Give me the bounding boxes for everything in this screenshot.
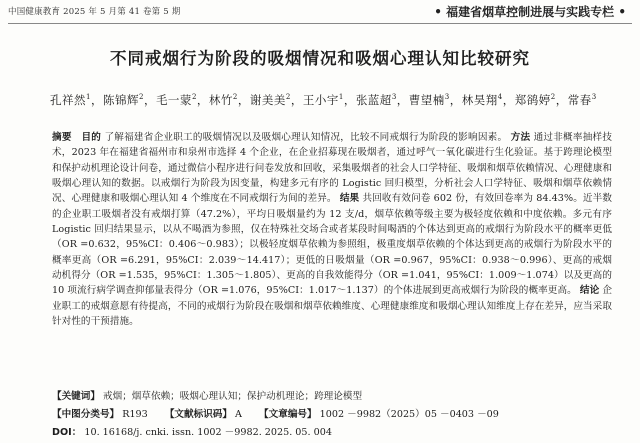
author-name: 毛一蒙 [155, 93, 192, 107]
header-divider [8, 23, 632, 24]
author-affiliation: 3 [591, 93, 597, 102]
keywords-label: 【关键词】 [52, 391, 100, 402]
paper-title: 不同戒烟行为阶段的吸烟情况和吸烟心理认知比较研究 [110, 49, 530, 68]
author: 毛一蒙$^2$， [155, 93, 209, 107]
author-name: 谢美美 [249, 93, 286, 107]
article-number-value: 1002 －9982（2025）05 －0403 －09 [319, 409, 499, 420]
author: 郑鹆婷$^2$， [514, 93, 568, 107]
conclusion-label: 结论 [579, 285, 600, 297]
author-name: 曹望楠 [408, 93, 445, 107]
doc-code-label: 【文献标识码】 [164, 409, 232, 420]
author-affiliation: 2 [232, 93, 238, 102]
author-affiliation: 2 [285, 93, 291, 102]
author-list [50, 92, 610, 108]
objective-text: 了解福建省企业职工的吸烟情况以及吸烟心理认知情况，比较不同戒烟行为阶段的影响因素。 [104, 132, 508, 143]
author-name: 林昊翔 [461, 93, 498, 107]
doi-label: DOI： [52, 427, 82, 438]
author-affiliation: 1 [86, 93, 91, 102]
keywords-value: 戒烟；烟草依赖；吸烟心理认知；保护动机理论；跨理论模型 [103, 391, 363, 402]
author-name: 林竹 [208, 93, 233, 107]
methods-label: 方法 [510, 132, 531, 143]
doc-code-value: A [235, 409, 242, 420]
doi [52, 424, 612, 438]
author: 陈锦辉$^2$， [102, 93, 156, 107]
keywords [52, 388, 612, 402]
author-affiliation: 1 [338, 93, 344, 102]
clc-label: 【中图分类号】 [52, 409, 120, 420]
author-name: 陈锦辉 [102, 93, 139, 107]
author-affiliation: 2 [550, 93, 556, 102]
author: 孔祥然$^1$， [50, 93, 103, 107]
methods-text: 通过非概率抽样技术，2023 年在福建省福州市和泉州市选择 4 个企业，在企业招募现在吸烟者，通过呼气一氧化碳进行生化验证。基于跨理论模型和保护动机理论设计问卷，通过微信小程序进行问卷发放和回收，采集吸烟者的社会人口学特征、吸烟和烟草依赖情况、心理健康和吸烟心理认知的数据。以戒烟行为阶段为因变量，构建多元有序的 Logistic 回归模型，分析社会人口学特征、吸烟和烟草依赖情况、心理健康和吸烟心理认知 4 个维度在不同戒烟行为间的差异。 [52, 132, 613, 205]
author-name: 张蓝超 [355, 93, 392, 107]
author-name: 郑鹆婷 [514, 93, 551, 107]
author-name: 王小宇 [302, 93, 339, 107]
author-affiliation: 2 [138, 93, 144, 102]
author: 曹望楠$^3$， [408, 93, 462, 107]
journal-header: 中国健康教育 2025 年 5 月第 41 卷第 5 期 [8, 7, 181, 17]
author: 林竹$^2$， [208, 93, 250, 107]
author: 张蓝超$^3$， [355, 93, 409, 107]
author-affiliation: 3 [391, 93, 397, 102]
author: 林昊翔$^4$， [461, 93, 515, 107]
author: 王小宇$^1$， [302, 93, 356, 107]
conclusion-text: 企业职工的戒烟意愿有待提高，不同的戒烟行为阶段在吸烟和烟草依赖维度、心理健康维度和吸烟心理认知维度上存在差异，应当采取针对性的干预措施。 [52, 285, 613, 328]
abstract [52, 130, 612, 329]
column-header: • 福建省烟草控制进展与实践专栏 • [434, 5, 626, 19]
author: 谢美美$^2$， [249, 93, 303, 107]
author [568, 93, 597, 107]
clc-value: R193 [122, 409, 148, 420]
author-affiliation: 4 [497, 93, 503, 102]
results-label: 结果 [339, 193, 360, 205]
article-number-label: 【文章编号】 [259, 409, 317, 420]
classification [52, 406, 612, 420]
author-affiliation: 3 [444, 93, 450, 102]
objective-label: 摘要 目的 [52, 132, 102, 143]
doi-value: 10. 16168/j. cnki. issn. 1002 －9982. 2025. 05. 004 [84, 427, 332, 438]
author-affiliation: 2 [191, 93, 197, 102]
author-name: 常春 [567, 93, 592, 107]
results-text: 共回收有效问卷 602 份，有效回卷率为 84.43%。近半数的企业职工吸烟者没有戒烟打算（47.2%），平均日吸烟量约为 12 支/d，烟草依赖等级主要为极轻度依赖和中度依赖。多元有序 Logistic 回归结果显示，以从不喝酒为参照，仅在特殊社交场合或者某段时间喝酒的个体达到更高的戒烟行为阶段水平的概率更低（OR =0.632，95%CI：0.406～0.983）；以极轻度烟草依赖为参照组，极重度烟草依赖的个体达到更高的戒烟行为阶段水平的概率更高（OR =6.291，95%CI：2.039～14.417）；更低的日吸烟量（OR =0.967，95%CI：0.938～0.996）、更高的戒烟动机得分（OR =1.535，95%CI：1.305～1.805）、更高的自我效能得分（OR =1.041，95%CI：1.009～1.074）以及更高的 10 项流行病学调查抑郁量表得分（OR =1.076，95%CI：1.017～1.137）的个体进展到更高戒烟行为阶段的概率更高。 [52, 193, 612, 297]
author-name: 孔祥然 [50, 93, 86, 107]
